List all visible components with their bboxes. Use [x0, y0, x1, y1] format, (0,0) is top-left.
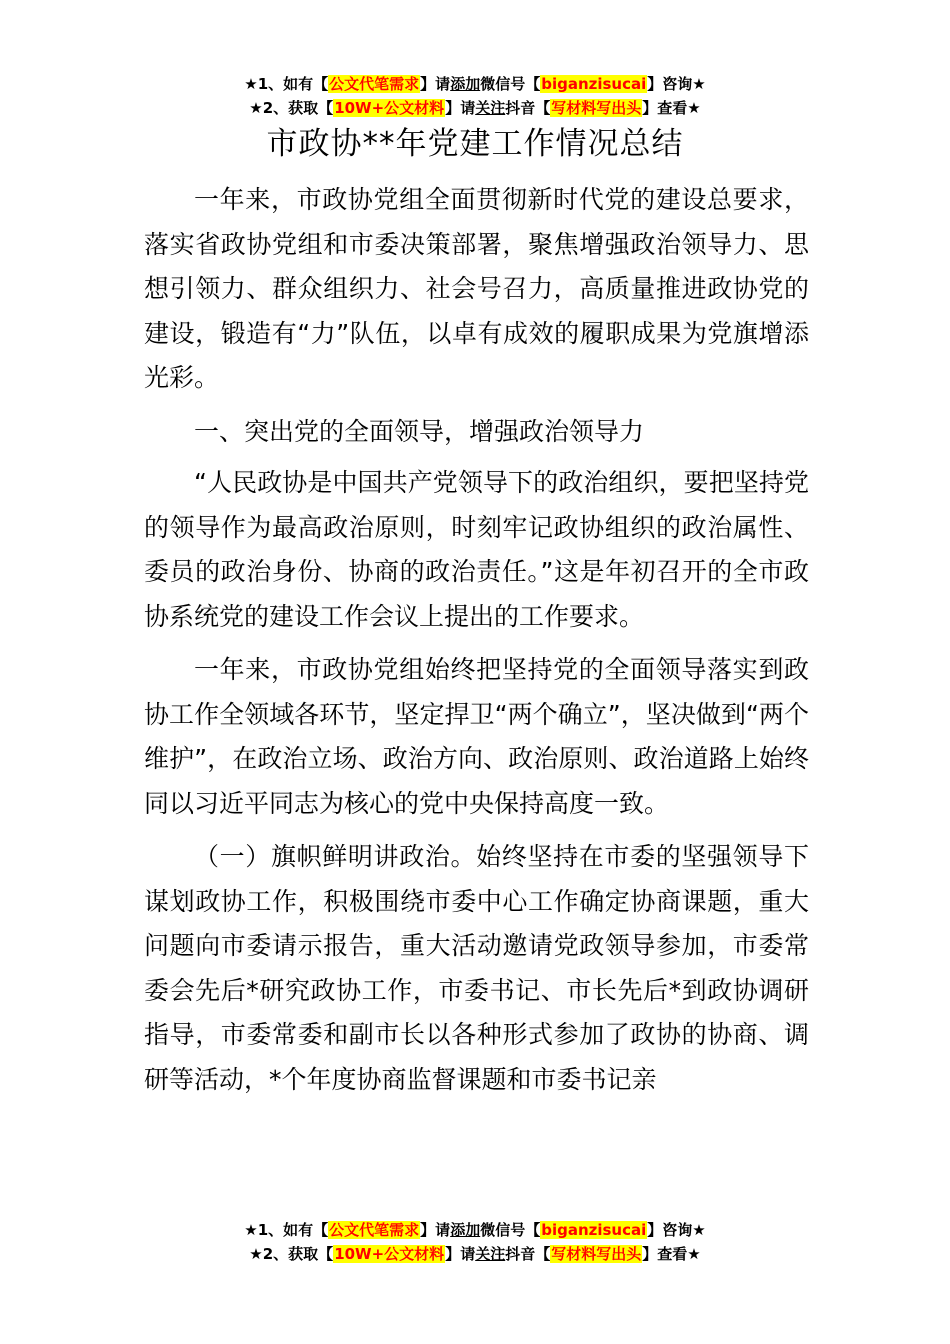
- ad-highlight: 公文代笔需求: [329, 1221, 420, 1239]
- ad-highlight: 公文代笔需求: [329, 75, 420, 93]
- ad-highlight: 写材料写出头: [551, 99, 642, 117]
- ad-highlight: biganzisucai: [541, 75, 647, 93]
- document-title: 市政协**年党建工作情况总结: [266, 126, 684, 162]
- ad-line-1: ★1、如有【公文代笔需求】请添加微信号【biganzisucai】咨询★: [244, 75, 706, 93]
- section-heading: 一、突出党的全面领导，增强政治领导力: [194, 416, 645, 446]
- document-body: [144, 178, 809, 1111]
- paragraph: 一年来，市政协党组始终把坚持党的全面领导落实到政协工作全领域各环节，坚定捍卫“两个确立”，坚决做到“两个维护”，在政治立场、政治方向、政治原则、政治道路上始终同以习近平同志为核心的党中央保持高度一致。: [144, 655, 809, 818]
- ad-highlight: 10W+公文材料: [334, 99, 445, 117]
- ad-line-1: ★1、如有【公文代笔需求】请添加微信号【biganzisucai】咨询★: [244, 1221, 706, 1239]
- ad-highlight: biganzisucai: [541, 1221, 647, 1239]
- ad-banner-top: [0, 72, 950, 120]
- ad-highlight: 写材料写出头: [551, 1245, 642, 1263]
- paragraph: （一）旗帜鲜明讲政治。始终坚持在市委的坚强领导下谋划政协工作，积极围绕市委中心工作确定协商课题，重大问题向市委请示报告，重大活动邀请党政领导参加，市委常委会先后*研究政协工作，市委书记、市长先后*到政协调研指导，市委常委和副市长以各种形式参加了政协的协商、调研等活动，*个年度协商监督课题和市委书记亲: [144, 842, 809, 1094]
- ad-line-2: ★2、获取【10W+公文材料】请关注抖音【写材料写出头】查看★: [249, 1245, 701, 1263]
- paragraph: “人民政协是中国共产党领导下的政治组织，要把坚持党的领导作为最高政治原则，时刻牢记政协组织的政治属性、委员的政治身份、协商的政治责任。”这是年初召开的全市政协系统党的建设工作会议上提出的工作要求。: [144, 468, 809, 631]
- ad-banner-bottom: [0, 1218, 950, 1266]
- paragraph: 一年来，市政协党组全面贯彻新时代党的建设总要求，落实省政协党组和市委决策部署，聚焦增强政治领导力、思想引领力、群众组织力、社会号召力，高质量推进政协党的建设，锻造有“力”队伍，以卓有成效的履职成果为党旗增添光彩。: [144, 185, 809, 392]
- ad-line-2: ★2、获取【10W+公文材料】请关注抖音【写材料写出头】查看★: [249, 99, 701, 117]
- ad-highlight: 10W+公文材料: [334, 1245, 445, 1263]
